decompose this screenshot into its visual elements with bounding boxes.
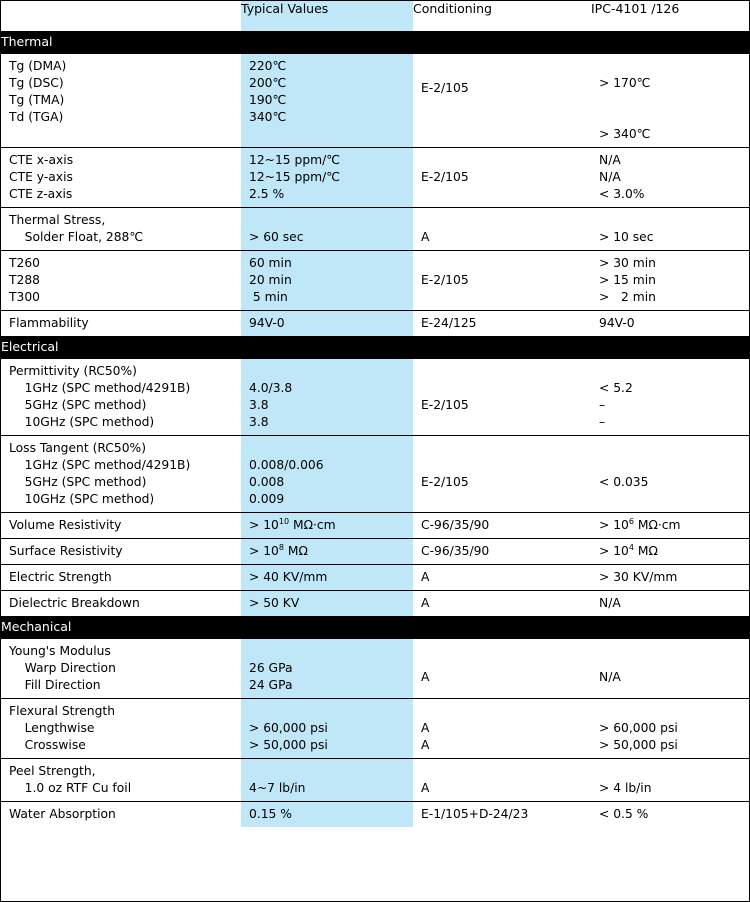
row-ipc [591,539,749,565]
typical-line: 12~15 ppm/℃ [249,153,341,167]
row-ipc [591,565,749,591]
section-spacer-ipc [591,616,749,639]
conditioning-line: E-2/105 [421,170,469,184]
conditioning-line: C-96/35/90 [421,544,490,558]
property-line: Volume Resistivity [9,518,122,532]
row-conditioning [413,565,591,591]
property-line: Crosswise [9,738,86,752]
ipc-line: > 30 KV/mm [599,570,678,584]
typical-line: > 50 KV [249,596,300,610]
conditioning-line: C-96/35/90 [421,518,490,532]
typical-line: 24 GPa [249,678,293,692]
row-conditioning [413,539,591,565]
typical-line: 220℃ [249,59,287,73]
table-row [1,591,749,617]
ipc-line: > 15 min [599,273,656,287]
property-line: CTE z-axis [9,187,73,201]
row-property [1,359,241,436]
row-typical [241,539,413,565]
ipc-line: < 5.2 [599,381,633,395]
section-header-electrical [1,336,749,359]
property-line: Dielectric Breakdown [9,596,140,610]
conditioning-line: A [421,738,430,752]
conditioning-line: A [421,670,430,684]
typical-line: > $10^{10}$ MΩ·cm [249,516,336,532]
table-row [1,436,749,513]
row-ipc [591,699,749,759]
row-property [1,436,241,513]
property-line: Flexural Strength [9,704,116,718]
property-line: Lengthwise [9,721,95,735]
row-ipc [591,759,749,802]
ipc-line: > 30 min [599,256,656,270]
conditioning-line: A [421,230,430,244]
section-spacer-typical [241,31,413,54]
typical-line: > 40 KV/mm [249,570,328,584]
section-spacer-ipc [591,31,749,54]
row-property [1,311,241,337]
typical-line: 190℃ [249,93,287,107]
property-line: CTE x-axis [9,153,74,167]
conditioning-line: E-2/105 [421,475,469,489]
row-property [1,539,241,565]
typical-line: 0.008/0.006 [249,458,324,472]
section-title: Mechanical [1,616,241,639]
row-conditioning [413,251,591,311]
row-ipc [591,148,749,208]
property-line: Tg (DMA) [9,59,67,73]
section-spacer-typical [241,616,413,639]
row-typical [241,639,413,699]
table-row [1,251,749,311]
property-line: Electric Strength [9,570,112,584]
typical-line: 2.5 % [249,187,285,201]
ipc-line: > 2 min [599,290,656,304]
typical-line: 4~7 lb/in [249,781,306,795]
ipc-line: > 4 lb/in [599,781,652,795]
row-conditioning [413,54,591,148]
typical-line: 0.009 [249,492,285,506]
conditioning-line: A [421,570,430,584]
ipc-line: – [599,398,606,412]
row-typical [241,436,413,513]
property-line: 1GHz (SPC method/4291B) [9,458,191,472]
row-property [1,759,241,802]
row-ipc [591,802,749,828]
property-line: Permittivity (RC50%) [9,364,137,378]
row-typical [241,251,413,311]
typical-line: > 50,000 psi [249,738,328,752]
typical-line: 20 min [249,273,292,287]
typical-line: 200℃ [249,76,287,90]
row-ipc [591,591,749,617]
typical-line: 0.15 % [249,807,292,821]
row-conditioning [413,208,591,251]
row-ipc [591,359,749,436]
property-line: Peel Strength, [9,764,96,778]
property-line: Young's Modulus [9,644,111,658]
section-header-mechanical [1,616,749,639]
property-line: Loss Tangent (RC50%) [9,441,147,455]
table-row [1,639,749,699]
row-property [1,802,241,828]
row-conditioning [413,311,591,337]
conditioning-line: E-2/105 [421,398,469,412]
table-row [1,208,749,251]
header-conditioning: Conditioning [413,1,492,16]
conditioning-line: E-1/105+D-24/23 [421,807,529,821]
typical-line: 0.008 [249,475,285,489]
section-spacer-typical [241,336,413,359]
ipc-line: > $10^6$ MΩ·cm [599,516,681,532]
header-property [1,1,241,31]
property-line: Water Absorption [9,807,116,821]
row-property [1,54,241,148]
section-spacer-conditioning [413,336,591,359]
conditioning-line: E-2/105 [421,81,469,95]
typical-line: 4.0/3.8 [249,381,293,395]
row-property [1,513,241,539]
property-line: 1.0 oz RTF Cu foil [9,781,132,795]
row-typical [241,359,413,436]
row-property [1,699,241,759]
ipc-line: N/A [599,170,621,184]
property-line: Td (TGA) [9,110,64,124]
header-ipc: IPC-4101 /126 [591,1,680,16]
property-line: Tg (DSC) [9,76,64,90]
property-line: CTE y-axis [9,170,73,184]
row-conditioning [413,436,591,513]
table-row [1,699,749,759]
property-line: 10GHz (SPC method) [9,492,155,506]
table-row [1,359,749,436]
row-typical [241,802,413,828]
row-property [1,148,241,208]
row-typical [241,565,413,591]
table-row [1,802,749,828]
table-header-row [1,1,749,31]
row-ipc [591,251,749,311]
ipc-line: > $10^4$ MΩ [599,542,658,558]
table-row [1,539,749,565]
property-line: 5GHz (SPC method) [9,398,147,412]
property-line: 5GHz (SPC method) [9,475,147,489]
row-ipc [591,311,749,337]
row-typical [241,591,413,617]
row-typical [241,699,413,759]
row-conditioning [413,699,591,759]
row-ipc [591,639,749,699]
row-property [1,639,241,699]
property-line: Solder Float, 288℃ [9,230,144,244]
specifications-table [1,1,749,827]
row-typical [241,513,413,539]
table-row [1,565,749,591]
typical-line: > $10^8$ MΩ [249,542,308,558]
row-conditioning [413,802,591,828]
row-property [1,251,241,311]
typical-line: 12~15 ppm/℃ [249,170,341,184]
typical-line: 26 GPa [249,661,293,675]
section-title: Electrical [1,336,241,359]
conditioning-line: A [421,596,430,610]
property-line: Surface Resistivity [9,544,123,558]
row-conditioning [413,639,591,699]
property-line: T260 [9,256,40,270]
section-spacer-conditioning [413,31,591,54]
ipc-line: > 340℃ [599,127,651,141]
typical-line: 60 min [249,256,292,270]
ipc-line: < 3.0% [599,187,645,201]
property-line: Fill Direction [9,678,101,692]
row-typical [241,208,413,251]
row-conditioning [413,513,591,539]
typical-line: > 60,000 psi [249,721,328,735]
section-header-thermal [1,31,749,54]
section-spacer-ipc [591,336,749,359]
typical-line: 3.8 [249,398,269,412]
row-ipc [591,208,749,251]
property-line: Tg (TMA) [9,93,65,107]
conditioning-line: E-2/105 [421,273,469,287]
ipc-line: 94V-0 [599,316,635,330]
header-typical-values: Typical Values [241,1,413,31]
table-row [1,148,749,208]
ipc-line: – [599,415,606,429]
property-line: 10GHz (SPC method) [9,415,155,429]
typical-line: 3.8 [249,415,269,429]
ipc-line: > 10 sec [599,230,654,244]
ipc-line: < 0.035 [599,475,649,489]
row-ipc [591,436,749,513]
ipc-line: > 170℃ [599,76,651,90]
property-line: 1GHz (SPC method/4291B) [9,381,191,395]
table-row [1,54,749,148]
row-ipc [591,54,749,148]
ipc-line: N/A [599,670,621,684]
row-conditioning [413,591,591,617]
row-property [1,565,241,591]
ipc-line: > 60,000 psi [599,721,678,735]
property-line: Thermal Stress, [9,213,106,227]
ipc-line: < 0.5 % [599,807,649,821]
table-row [1,513,749,539]
typical-line: 340℃ [249,110,287,124]
ipc-line: N/A [599,596,621,610]
conditioning-line: A [421,781,430,795]
typical-line: 94V-0 [249,316,285,330]
row-typical [241,148,413,208]
conditioning-line: E-24/125 [421,316,477,330]
section-spacer-conditioning [413,616,591,639]
row-typical [241,54,413,148]
row-property [1,591,241,617]
property-line: T300 [9,290,40,304]
typical-line: > 60 sec [249,230,304,244]
row-conditioning [413,148,591,208]
ipc-line: N/A [599,153,621,167]
property-line: Flammability [9,316,89,330]
table-row [1,311,749,337]
row-property [1,208,241,251]
row-typical [241,759,413,802]
row-typical [241,311,413,337]
property-line: Warp Direction [9,661,116,675]
section-title: Thermal [1,31,241,54]
ipc-line: > 50,000 psi [599,738,678,752]
property-line: T288 [9,273,40,287]
row-ipc [591,513,749,539]
table-row [1,759,749,802]
row-conditioning [413,359,591,436]
typical-line: 5 min [249,290,288,304]
row-conditioning [413,759,591,802]
conditioning-line: A [421,721,430,735]
